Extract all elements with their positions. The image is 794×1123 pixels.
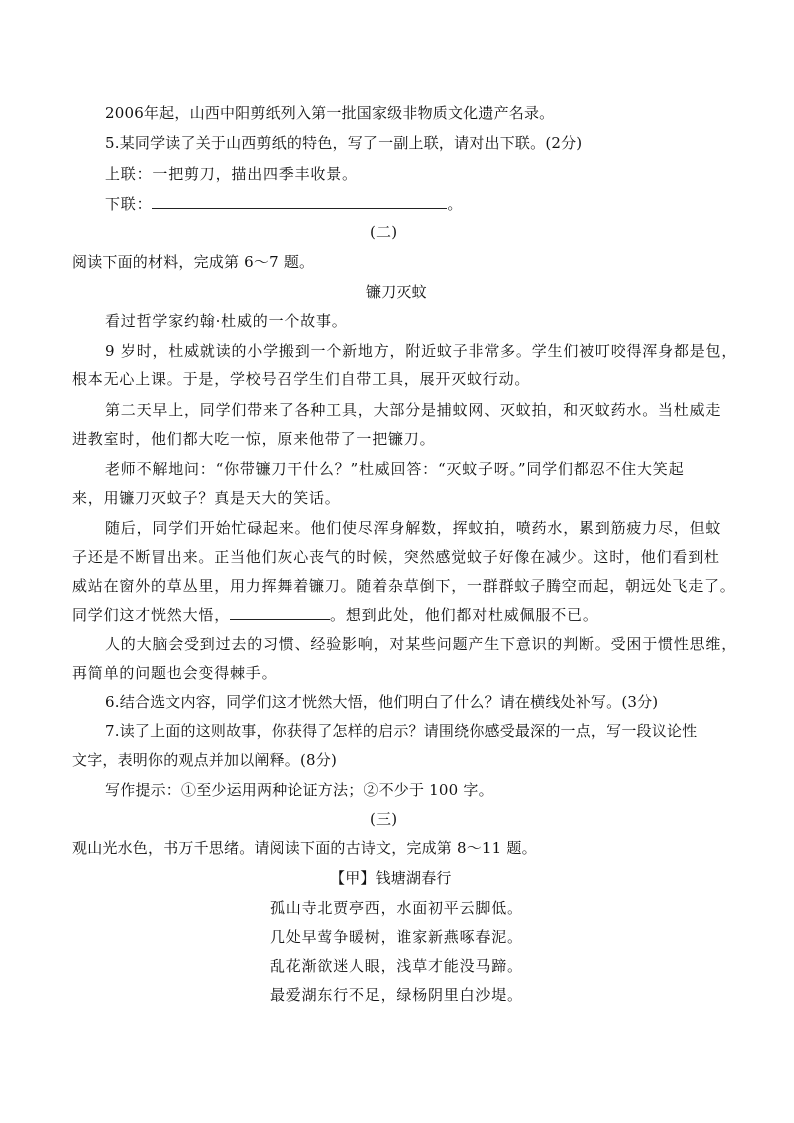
poem-title: 【甲】钱塘湖春行 — [330, 869, 452, 887]
story-title: 镰刀灭蚊 — [366, 283, 427, 301]
story-paragraph: 子还是不断冒出来。正当他们灰心丧气的时候，突然感觉蚊子好像在减少。这时，他们看到杜 — [72, 548, 720, 566]
section-2-intro: 阅读下面的材料，完成第 6～7 题。 — [72, 253, 315, 271]
story-paragraph: 人的大脑会受到过去的习惯、经验影响，对某些问题产生下意识的判断。受困于惯性思维， — [105, 635, 738, 653]
story-paragraph: 威站在窗外的草丛里，用力挥舞着镰刀。随着杂草倒下，一群群蚊子腾空而起，朝远处飞走了。 — [72, 577, 736, 595]
story-paragraph: 9 岁时，杜威就读的小学搬到一个新地方，附近蚊子非常多。学生们被叮咬得浑身都是包， — [105, 342, 738, 360]
section-3-intro: 观山光水色，书万千思绪。请阅读下面的古诗文，完成第 8～11 题。 — [72, 839, 537, 857]
xialian-line — [105, 194, 463, 214]
story-paragraph: 看过哲学家约翰·杜威的一个故事。 — [105, 312, 348, 330]
story-paragraph: 老师不解地问：“你带镰刀干什么？”杜威回答：“灭蚊子呀。”同学们都忍不住大笑起 — [105, 460, 685, 478]
shanglian: 上联：一把剪刀，描出四季丰收景。 — [105, 165, 358, 183]
intro-line: 2006年起，山西中阳剪纸列入第一批国家级非物质文化遗产名录。 — [105, 104, 555, 122]
story-fill-suffix: 。想到此处，他们都对杜威佩服不已。 — [330, 606, 599, 624]
xialian-end: 。 — [447, 195, 464, 213]
story-fill-line — [72, 605, 599, 625]
section-3-heading: (三) — [370, 810, 398, 828]
xialian-label: 下联： — [105, 195, 153, 213]
poem-line: 几处早莺争暖树，谁家新燕啄春泥。 — [270, 928, 523, 946]
story-paragraph: 进教室时，他们都大吃一惊，原来他带了一把镰刀。 — [72, 430, 436, 448]
question-5: 5.某同学读了关于山西剪纸的特色，写了一副上联，请对出下联。(2分) — [105, 134, 583, 152]
story-paragraph: 根本无心上课。于是，学校号召学生们自带工具，展开灭蚊行动。 — [72, 370, 531, 388]
story-paragraph: 来，用镰刀灭蚊子？真是天大的笑话。 — [72, 489, 341, 507]
writing-tip: 写作提示：①至少运用两种论证方法；②不少于 100 字。 — [105, 781, 494, 799]
poem-line: 乱花渐欲迷人眼，浅草才能没马蹄。 — [270, 957, 523, 975]
section-2-heading: (二) — [370, 223, 398, 241]
story-paragraph: 第二天早上，同学们带来了各种工具，大部分是捕蚊网、灭蚊拍，和灭蚊药水。当杜威走 — [105, 401, 722, 419]
question-7-continued: 文字，表明你的观点并加以阐释。(8分) — [72, 751, 338, 769]
story-paragraph: 随后，同学们开始忙碌起来。他们使尽浑身解数，挥蚊拍，喷药水，累到筋疲力尽，但蚊 — [105, 519, 722, 537]
story-fill-prefix: 同学们这才恍然大悟， — [72, 606, 231, 624]
poem-line: 最爱湖东行不足，绿杨阴里白沙堤。 — [270, 986, 523, 1004]
question-7: 7.读了上面的这则故事，你获得了怎样的启示？请围绕你感受最深的一点，写一段议论性 — [105, 722, 698, 740]
question-6: 6.结合选文内容，同学们这才恍然大悟，他们明白了什么？请在横线处补写。(3分) — [105, 693, 659, 711]
poem-line: 孤山寺北贾亭西，水面初平云脚低。 — [270, 899, 523, 917]
story-paragraph: 再简单的问题也会变得棘手。 — [72, 664, 278, 682]
xialian-answer-blank[interactable] — [152, 194, 447, 209]
q6-answer-blank[interactable] — [230, 605, 330, 620]
